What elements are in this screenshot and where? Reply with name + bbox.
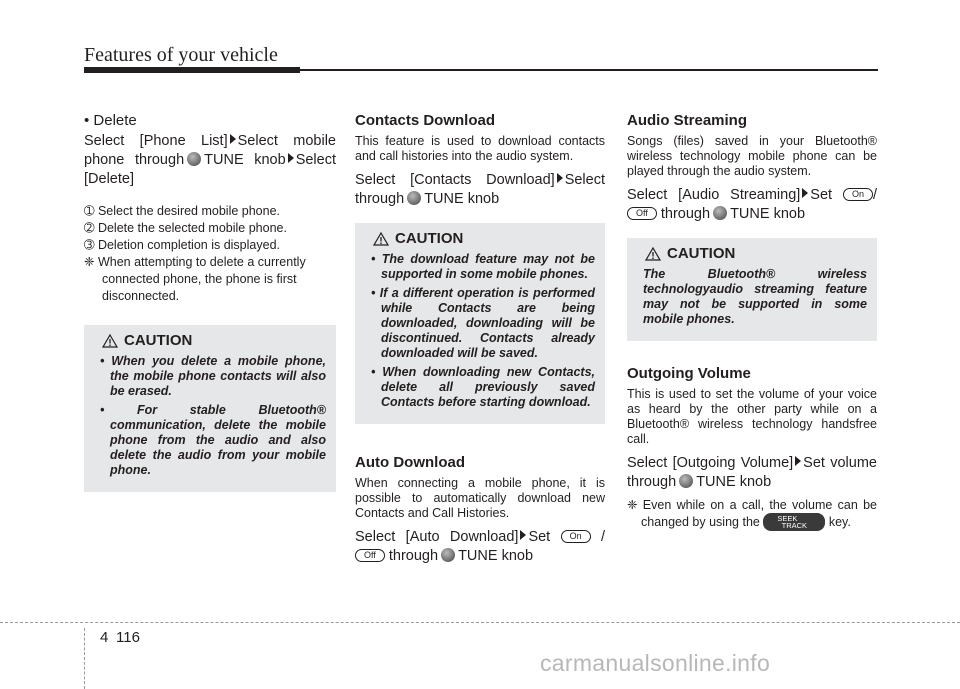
instr-text: Select [Outgoing Volume] (627, 455, 794, 471)
outgoing-volume-instruction (627, 454, 877, 492)
instr-text: Select [Delete] (84, 152, 336, 187)
instr-text: TUNE knob (730, 206, 806, 222)
caution-item-text: When downloading new Contacts, delete all previously saved Contacts before starting download. (381, 365, 595, 409)
note-text: ❈ Even while on a call, the volume can be changed by using the (627, 498, 877, 529)
outgoing-volume-body: This is used to set the volume of your voice as heard by the other party while on a Bluetooth® wireless technology handsfree call. (627, 387, 877, 446)
caution-heading (373, 231, 595, 246)
caution-item-text: For stable Bluetooth® communication, delete the mobile phone from the audio and also delete the audio from your mobile phone. (110, 403, 326, 477)
outgoing-volume-note (627, 498, 877, 531)
delete-heading: • Delete (84, 112, 137, 129)
caution-item-text: If a different operation is performed while Contacts are being downloaded, downloading will be discontinued. Contacts already downloaded will be saved. (379, 286, 595, 360)
on-button-graphic: On (561, 530, 591, 543)
header-bar (84, 67, 300, 73)
contacts-download-instruction (355, 171, 605, 209)
watermark: carmanualsonline.info (540, 650, 771, 676)
tune-knob-icon (441, 548, 455, 562)
delete-steps (84, 203, 336, 305)
caution-item: • The download feature may not be supported in some mobile phones. (371, 252, 595, 281)
page-header-title: Features of your vehicle (84, 44, 278, 66)
delete-instruction (84, 132, 336, 189)
caution-box-streaming (627, 238, 877, 341)
instr-text: TUNE knob (696, 474, 772, 490)
arrow-right-icon (288, 153, 294, 163)
instr-text: / (872, 187, 877, 203)
audio-streaming-instruction (627, 186, 877, 224)
caution-title: CAUTION (124, 332, 193, 349)
caution-item: • For stable Bluetooth® communication, delete the mobile phone from the audio and also delete the audio from your mobile phone. (100, 403, 326, 477)
arrow-right-icon (795, 456, 801, 466)
contacts-download-title: Contacts Download (355, 112, 496, 129)
caution-item: The Bluetooth® wireless technologyaudio streaming feature may not be supported in some mobile phones. (643, 267, 867, 326)
contacts-download-body: This feature is used to download contacts and call histories into the audio system. (355, 134, 605, 163)
instr-text: Set (810, 187, 833, 203)
instr-text: TUNE knob (204, 152, 286, 168)
instr-text: Select mobile phone through (84, 133, 336, 168)
note-text: key. (828, 515, 851, 529)
seek-track-key-icon (763, 513, 825, 531)
instr-text: Select [Contacts Download] (355, 172, 555, 188)
caution-item: • When downloading new Contacts, delete all previously saved Contacts before starting download. (371, 365, 595, 409)
caution-item: • If a different operation is performed while Contacts are being downloaded, downloading will be discontinued. Contacts already downloaded will be saved. (371, 286, 595, 360)
instr-text: through (388, 548, 439, 564)
instr-text: Set volume through (627, 455, 877, 490)
arrow-right-icon (520, 530, 526, 540)
track-label: TRACK (781, 521, 808, 530)
instr-text: TUNE knob (458, 548, 534, 564)
delete-note: ❈ When attempting to delete a currently connected phone, the phone is first disconnected. (84, 255, 306, 303)
instr-text: through (660, 206, 711, 222)
caution-title: CAUTION (667, 245, 736, 262)
auto-download-instruction (355, 528, 605, 566)
arrow-right-icon (802, 188, 808, 198)
instr-text: Select through (355, 172, 605, 207)
arrow-right-icon (557, 173, 563, 183)
chapter-number: 4 (100, 629, 109, 646)
footer-rule (0, 622, 960, 623)
column-2 (355, 112, 605, 566)
tune-knob-icon (187, 152, 201, 166)
instr-text: Select [Phone List] (84, 133, 228, 149)
warning-triangle-icon (645, 247, 661, 261)
outgoing-volume-title: Outgoing Volume (627, 365, 751, 382)
caution-box-delete (84, 325, 336, 492)
step-3: ➂ Deletion completion is displayed. (84, 238, 280, 252)
audio-streaming-title: Audio Streaming (627, 112, 748, 129)
off-button-graphic: Off (627, 207, 657, 220)
header-rule (300, 69, 878, 71)
caution-heading (645, 246, 867, 261)
page-number: 116 (116, 629, 140, 646)
tune-knob-icon (407, 191, 421, 205)
footer-vertical-rule (84, 628, 85, 689)
step-2: ➁ Delete the selected mobile phone. (84, 221, 287, 235)
tune-knob-icon (679, 474, 693, 488)
off-button-graphic: Off (355, 549, 385, 562)
instr-text: / (601, 529, 606, 545)
on-button-graphic: On (843, 188, 873, 201)
caution-box-contacts (355, 223, 605, 424)
instr-text: TUNE knob (424, 191, 500, 207)
tune-knob-icon (713, 206, 727, 220)
caution-heading (102, 333, 326, 348)
step-1: ➀ Select the desired mobile phone. (84, 204, 281, 218)
auto-download-title: Auto Download (355, 454, 465, 471)
instr-text: Select [Audio Streaming] (627, 187, 801, 203)
column-1 (84, 112, 336, 492)
auto-download-body: When connecting a mobile phone, it is possible to automatically download new Contacts and Call Histories. (355, 476, 605, 520)
warning-triangle-icon (373, 232, 389, 246)
instr-text: Set (528, 529, 551, 545)
caution-title: CAUTION (395, 230, 464, 247)
seek-label: SEEK (777, 514, 798, 523)
caution-item: • When you delete a mobile phone, the mobile phone contacts will also be erased. (100, 354, 326, 398)
warning-triangle-icon (102, 334, 118, 348)
instr-text: Select [Auto Download] (355, 529, 519, 545)
caution-item-text: The download feature may not be supported in some mobile phones. (381, 252, 595, 281)
audio-streaming-body: Songs (files) saved in your Bluetooth® wireless technology mobile phone can be played through the audio system. (627, 134, 877, 178)
column-3 (627, 112, 877, 531)
caution-item-text: When you delete a mobile phone, the mobile phone contacts will also be erased. (110, 354, 326, 398)
arrow-right-icon (230, 134, 236, 144)
